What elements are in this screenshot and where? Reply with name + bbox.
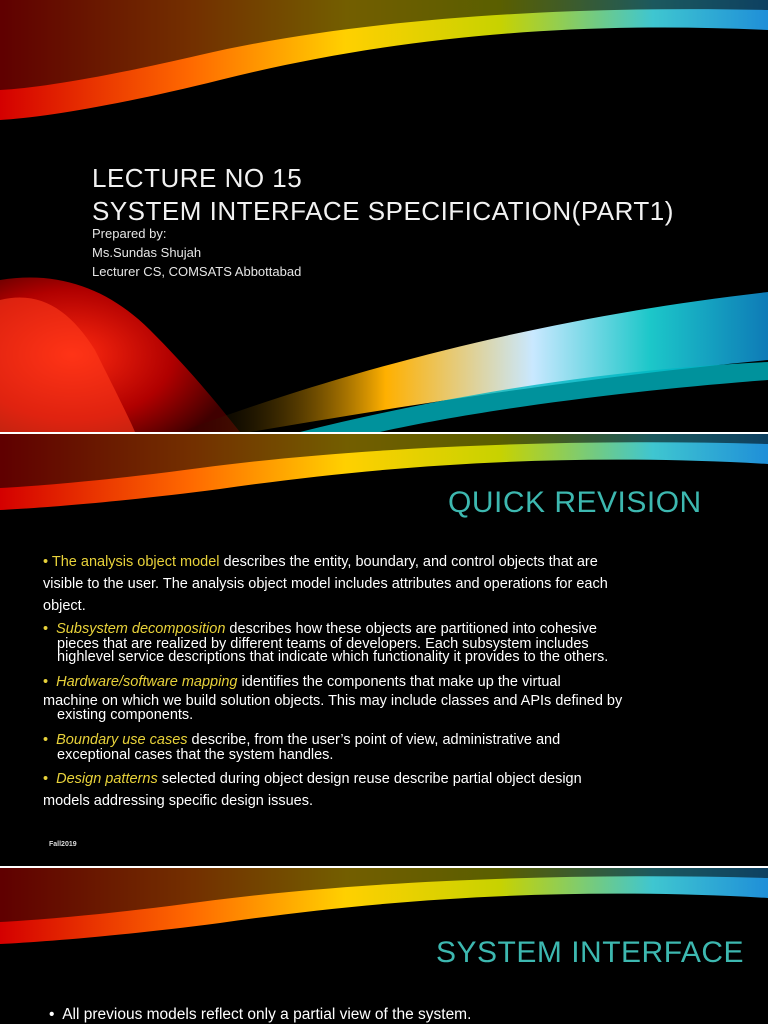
revision-bullet-5 xyxy=(43,768,733,812)
bullet-text: selected during object design reuse describe partial object design xyxy=(157,771,582,787)
author-name: Ms.Sundas Shujah xyxy=(92,245,202,260)
revision-bullet-2 xyxy=(43,620,733,664)
bullet-text: machine on which we build solution objects. This may include classes and APIs defined by xyxy=(43,693,623,709)
bullet-term: Subsystem decomposition xyxy=(56,621,226,637)
bullet-text: exceptional cases that the system handles. xyxy=(57,747,334,763)
bullet-term: Boundary use cases xyxy=(56,732,188,748)
revision-bullet-1 xyxy=(43,551,733,617)
bullet-text: highlevel service descriptions that indicate which functionality it provides to the others. xyxy=(57,649,609,665)
bullet-marker: • xyxy=(43,771,49,787)
bullet-text: existing components. xyxy=(57,707,194,723)
author-affiliation: Lecturer CS, COMSATS Abbottabad xyxy=(92,264,302,279)
bullet-text: object. xyxy=(43,598,86,614)
bullet-text: pieces that are realized by different teams of developers. Each subsystem includes xyxy=(57,636,589,652)
bullet-text: visible to the user. The analysis object model includes attributes and operations for each xyxy=(43,576,608,592)
bullet-marker: • xyxy=(43,554,49,570)
system-interface-bullet xyxy=(49,1006,471,1024)
bullet-term: Design patterns xyxy=(56,771,158,787)
revision-bullet-4 xyxy=(43,731,733,762)
slide-title xyxy=(0,0,768,432)
bullet-text: describes the entity, boundary, and control objects that are xyxy=(219,554,598,570)
bullet-marker: • xyxy=(49,1006,55,1023)
bullet-text: describe, from the user’s point of view, administrative and xyxy=(187,732,561,748)
bullet-term: The analysis object model xyxy=(51,554,220,570)
revision-bullet-3 xyxy=(43,671,733,722)
slide-footer: Fall2019 xyxy=(49,841,77,848)
lecture-number: LECTURE NO 15 xyxy=(92,163,303,193)
bullet-term: Hardware/software mapping xyxy=(56,674,238,690)
slide-quick-revision xyxy=(0,434,768,866)
slide-system-interface xyxy=(0,868,768,1024)
bullet-text: describes how these objects are partitioned into cohesive xyxy=(225,621,597,637)
bullet-text: All previous models reflect only a partial view of the system. xyxy=(62,1006,472,1023)
bullet-text: models addressing specific design issues. xyxy=(43,793,313,809)
bullet-marker: • xyxy=(43,621,49,637)
bullet-text: identifies the components that make up the virtual xyxy=(237,674,561,690)
bullet-marker: • xyxy=(43,674,49,690)
slide-heading: SYSTEM INTERFACE xyxy=(436,936,745,969)
prepared-by-label: Prepared by: xyxy=(92,226,167,241)
bullet-marker: • xyxy=(43,732,49,748)
lecture-title: SYSTEM INTERFACE SPECIFICATION(PART1) xyxy=(92,196,674,226)
slide-heading: QUICK REVISION xyxy=(448,486,702,519)
